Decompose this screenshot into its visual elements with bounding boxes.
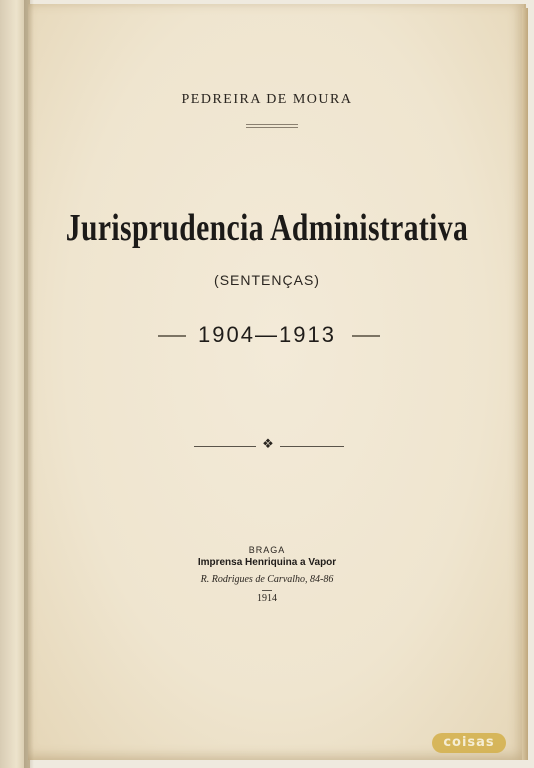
page-edge [522, 8, 528, 760]
title-page [28, 4, 526, 760]
watermark-logo: coisas [432, 733, 506, 753]
ornament-icon: ❖ [262, 436, 274, 451]
imprint-rule [262, 590, 272, 591]
ornament-line-left [194, 446, 256, 447]
printer-name: Imprensa Henriquina a Vapor [197, 557, 337, 568]
years-dash-right [352, 335, 380, 337]
years-range: 1904—1913 [198, 322, 336, 347]
author-name: PEDREIRA DE MOURA [181, 92, 353, 107]
spine-shadow [24, 0, 34, 768]
ornament-line-right [280, 446, 344, 447]
printer-address: R. Rodrigues de Carvalho, 84-86 [200, 574, 334, 585]
book-subtitle: (SENTENÇAS) [214, 272, 320, 288]
publication-year: 1914 [257, 593, 277, 604]
publication-place: BRAGA [248, 545, 286, 555]
author-rule [246, 124, 298, 125]
author-rule-2 [246, 127, 298, 128]
book-title: Jurisprudencia Administrativa [65, 207, 469, 249]
